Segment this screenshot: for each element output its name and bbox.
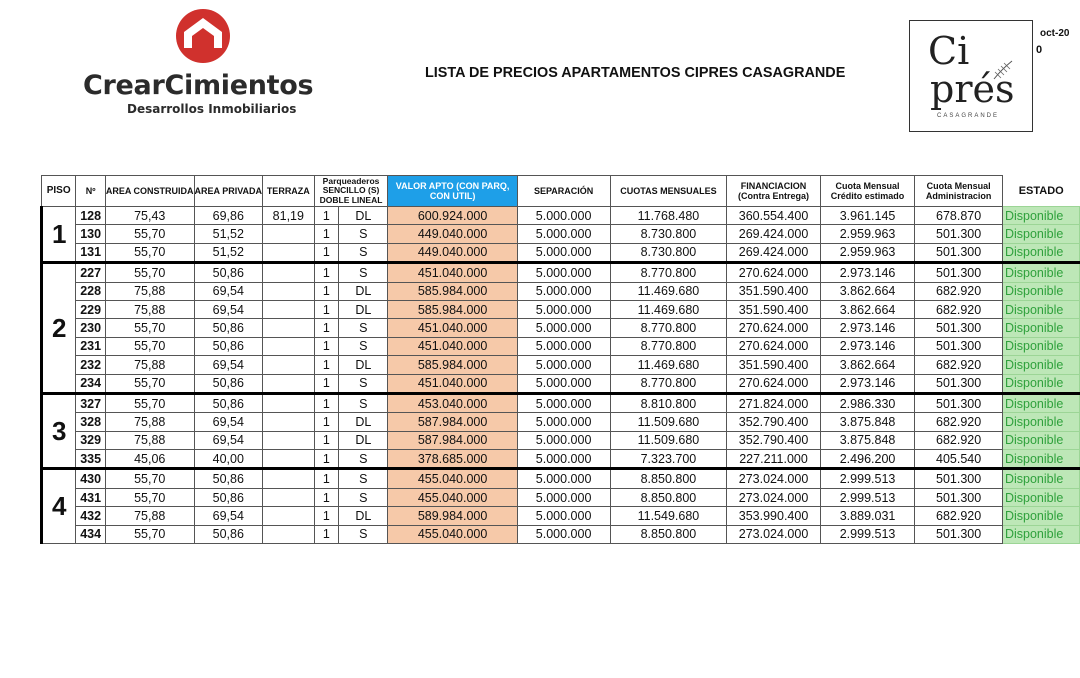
area-privada: 69,54 (194, 282, 263, 300)
parking-count: 1 (314, 431, 339, 449)
financiacion: 352.790.400 (727, 431, 821, 449)
col-header-valor: VALOR APTO (CON PARQ, CON UTIL) (388, 176, 517, 207)
table-row (42, 431, 1080, 449)
separacion: 5.000.000 (517, 300, 610, 318)
area-privada: 50,86 (194, 337, 263, 355)
status-badge: Disponible (1002, 225, 1079, 243)
status-badge: Disponible (1002, 413, 1079, 431)
unit-number: 130 (76, 225, 106, 243)
cuota-credito: 2.999.513 (820, 488, 915, 506)
status-badge: Disponible (1002, 356, 1079, 374)
area-construida: 75,88 (105, 300, 194, 318)
status-badge: Disponible (1002, 488, 1079, 506)
financiacion: 269.424.000 (727, 225, 821, 243)
financiacion: 273.024.000 (727, 469, 821, 488)
status-badge: Disponible (1002, 300, 1079, 318)
parking-type: DL (339, 356, 388, 374)
table-row (42, 450, 1080, 469)
parking-count: 1 (314, 469, 339, 488)
cuotas-mensuales: 8.730.800 (610, 225, 727, 243)
cuota-admin: 501.300 (915, 469, 1003, 488)
col-header-estado: ESTADO (1018, 184, 1064, 197)
table-row (42, 337, 1080, 355)
parking-type: S (339, 488, 388, 506)
parking-type: DL (339, 507, 388, 525)
financiacion: 270.624.000 (727, 374, 821, 393)
cuotas-mensuales: 8.850.800 (610, 488, 727, 506)
parking-count: 1 (314, 374, 339, 393)
cuotas-mensuales: 11.469.680 (610, 356, 727, 374)
valor-apto: 449.040.000 (388, 243, 517, 262)
terraza (263, 413, 315, 431)
parking-type: DL (339, 300, 388, 318)
terraza (263, 450, 315, 469)
col-header-num: Nº (76, 176, 106, 207)
parking-count: 1 (314, 300, 339, 318)
col-header-cuota-admin: Cuota Mensual Administracion (915, 176, 1003, 207)
col-header-cuota-credito: Cuota Mensual Crédito estimado (820, 176, 915, 207)
separacion: 5.000.000 (517, 356, 610, 374)
area-construida: 75,88 (105, 282, 194, 300)
date-tail: 0 (1036, 44, 1043, 56)
area-construida: 55,70 (105, 319, 194, 337)
area-construida: 75,88 (105, 431, 194, 449)
unit-number: 131 (76, 243, 106, 262)
unit-number: 234 (76, 374, 106, 393)
crearcimientos-logo-icon (170, 6, 236, 64)
separacion: 5.000.000 (517, 374, 610, 393)
terraza (263, 469, 315, 488)
status-badge: Disponible (1002, 337, 1079, 355)
area-privada: 50,86 (194, 393, 263, 412)
status-badge: Disponible (1002, 263, 1079, 282)
unit-number: 232 (76, 356, 106, 374)
status-badge: Disponible (1002, 374, 1079, 393)
area-privada: 50,86 (194, 374, 263, 393)
cuotas-mensuales: 8.770.800 (610, 319, 727, 337)
col-header-parqueaderos: Parqueaderos SENCILLO (S) DOBLE LINEAL (314, 176, 388, 207)
parking-count: 1 (314, 488, 339, 506)
parking-type: DL (339, 413, 388, 431)
table-row (42, 525, 1080, 543)
table-row (42, 488, 1080, 506)
cuotas-mensuales: 11.509.680 (610, 413, 727, 431)
terraza (263, 525, 315, 543)
logo-name: CrearCimientos (83, 70, 314, 101)
status-badge: Disponible (1002, 207, 1079, 225)
col-header-separacion: SEPARACIÓN (517, 176, 610, 207)
table-row (42, 319, 1080, 337)
separacion: 5.000.000 (517, 225, 610, 243)
cuota-credito: 3.875.848 (820, 431, 915, 449)
parking-type: S (339, 263, 388, 282)
parking-type: S (339, 469, 388, 488)
valor-apto: 453.040.000 (388, 393, 517, 412)
area-construida: 55,70 (105, 225, 194, 243)
area-construida: 55,70 (105, 374, 194, 393)
table-row (42, 225, 1080, 243)
table-row (42, 413, 1080, 431)
area-construida: 55,70 (105, 469, 194, 488)
parking-type: S (339, 243, 388, 262)
area-construida: 55,70 (105, 243, 194, 262)
financiacion: 352.790.400 (727, 413, 821, 431)
cuota-admin: 682.920 (915, 282, 1003, 300)
unit-number: 327 (76, 393, 106, 412)
cuotas-mensuales: 11.509.680 (610, 431, 727, 449)
valor-apto: 587.984.000 (388, 413, 517, 431)
valor-apto: 451.040.000 (388, 337, 517, 355)
floor-number: 1 (42, 207, 76, 263)
financiacion: 273.024.000 (727, 525, 821, 543)
area-privada: 69,54 (194, 413, 263, 431)
date-label: oct-20 (1040, 28, 1070, 39)
area-privada: 69,54 (194, 300, 263, 318)
unit-number: 329 (76, 431, 106, 449)
col-header-area-construida: AREA CONSTRUIDA (105, 176, 194, 207)
valor-apto: 451.040.000 (388, 263, 517, 282)
area-construida: 75,88 (105, 507, 194, 525)
area-construida: 55,70 (105, 337, 194, 355)
parking-count: 1 (314, 356, 339, 374)
area-privada: 69,54 (194, 431, 263, 449)
separacion: 5.000.000 (517, 282, 610, 300)
separacion: 5.000.000 (517, 488, 610, 506)
area-privada: 40,00 (194, 450, 263, 469)
separacion: 5.000.000 (517, 243, 610, 262)
cuota-credito: 3.889.031 (820, 507, 915, 525)
table-row (42, 207, 1080, 225)
cuotas-mensuales: 8.770.800 (610, 263, 727, 282)
unit-number: 432 (76, 507, 106, 525)
cuota-admin: 678.870 (915, 207, 1003, 225)
financiacion: 360.554.400 (727, 207, 821, 225)
area-construida: 75,88 (105, 356, 194, 374)
cuota-admin: 501.300 (915, 488, 1003, 506)
financiacion: 351.590.400 (727, 300, 821, 318)
area-privada: 50,86 (194, 319, 263, 337)
status-badge: Disponible (1002, 393, 1079, 412)
area-privada: 69,54 (194, 507, 263, 525)
cuotas-mensuales: 11.549.680 (610, 507, 727, 525)
area-privada: 50,86 (194, 488, 263, 506)
cuota-credito: 2.973.146 (820, 337, 915, 355)
cuota-admin: 501.300 (915, 393, 1003, 412)
valor-apto: 451.040.000 (388, 319, 517, 337)
separacion: 5.000.000 (517, 507, 610, 525)
cuota-admin: 405.540 (915, 450, 1003, 469)
cuotas-mensuales: 7.323.700 (610, 450, 727, 469)
terraza (263, 263, 315, 282)
terraza (263, 393, 315, 412)
unit-number: 228 (76, 282, 106, 300)
cuotas-mensuales: 8.770.800 (610, 374, 727, 393)
table-row (42, 393, 1080, 412)
cuotas-mensuales: 8.730.800 (610, 243, 727, 262)
parking-type: S (339, 319, 388, 337)
financiacion: 271.824.000 (727, 393, 821, 412)
table-row (42, 374, 1080, 393)
cuotas-mensuales: 8.850.800 (610, 525, 727, 543)
area-construida: 75,43 (105, 207, 194, 225)
cuota-credito: 2.986.330 (820, 393, 915, 412)
valor-apto: 455.040.000 (388, 469, 517, 488)
financiacion: 273.024.000 (727, 488, 821, 506)
parking-count: 1 (314, 263, 339, 282)
table-header-row (42, 176, 1080, 207)
cuotas-mensuales: 11.469.680 (610, 282, 727, 300)
table-row (42, 356, 1080, 374)
page-title: LISTA DE PRECIOS APARTAMENTOS CIPRES CASAGRANDE (425, 64, 846, 81)
separacion: 5.000.000 (517, 207, 610, 225)
cuota-credito: 3.875.848 (820, 413, 915, 431)
valor-apto: 455.040.000 (388, 488, 517, 506)
cuota-admin: 682.920 (915, 431, 1003, 449)
unit-number: 335 (76, 450, 106, 469)
financiacion: 351.590.400 (727, 282, 821, 300)
cuota-credito: 3.862.664 (820, 282, 915, 300)
unit-number: 430 (76, 469, 106, 488)
col-header-cuotas: CUOTAS MENSUALES (610, 176, 727, 207)
cuota-credito: 3.862.664 (820, 356, 915, 374)
financiacion: 269.424.000 (727, 243, 821, 262)
col-header-area-privada: AREA PRIVADA (194, 176, 263, 207)
unit-number: 229 (76, 300, 106, 318)
cuota-admin: 501.300 (915, 263, 1003, 282)
status-badge: Disponible (1002, 319, 1079, 337)
parking-type: DL (339, 207, 388, 225)
valor-apto: 455.040.000 (388, 525, 517, 543)
parking-count: 1 (314, 337, 339, 355)
unit-number: 328 (76, 413, 106, 431)
area-privada: 50,86 (194, 469, 263, 488)
cuota-credito: 2.999.513 (820, 525, 915, 543)
parking-count: 1 (314, 225, 339, 243)
terraza (263, 374, 315, 393)
status-badge: Disponible (1002, 431, 1079, 449)
parking-type: S (339, 225, 388, 243)
valor-apto: 600.924.000 (388, 207, 517, 225)
area-privada: 51,52 (194, 225, 263, 243)
status-badge: Disponible (1002, 507, 1079, 525)
area-privada: 51,52 (194, 243, 263, 262)
financiacion: 270.624.000 (727, 263, 821, 282)
cuotas-mensuales: 11.768.480 (610, 207, 727, 225)
financiacion: 227.211.000 (727, 450, 821, 469)
cuota-admin: 501.300 (915, 374, 1003, 393)
parking-count: 1 (314, 282, 339, 300)
status-badge: Disponible (1002, 450, 1079, 469)
cuota-credito: 2.973.146 (820, 263, 915, 282)
terraza: 81,19 (263, 207, 315, 225)
logo-subtitle: Desarrollos Inmobiliarios (127, 102, 297, 116)
parking-count: 1 (314, 319, 339, 337)
separacion: 5.000.000 (517, 450, 610, 469)
cuota-credito: 3.862.664 (820, 300, 915, 318)
terraza (263, 300, 315, 318)
area-privada: 50,86 (194, 525, 263, 543)
parking-type: DL (339, 431, 388, 449)
valor-apto: 451.040.000 (388, 374, 517, 393)
col-header-piso: PISO (42, 176, 76, 207)
cuotas-mensuales: 8.810.800 (610, 393, 727, 412)
area-construida: 55,70 (105, 263, 194, 282)
cuota-admin: 682.920 (915, 356, 1003, 374)
parking-count: 1 (314, 413, 339, 431)
floor-number: 4 (42, 469, 76, 544)
table-row (42, 282, 1080, 300)
status-badge: Disponible (1002, 525, 1079, 543)
parking-type: S (339, 525, 388, 543)
parking-count: 1 (314, 525, 339, 543)
cuota-credito: 3.961.145 (820, 207, 915, 225)
parking-type: S (339, 374, 388, 393)
separacion: 5.000.000 (517, 337, 610, 355)
valor-apto: 585.984.000 (388, 282, 517, 300)
table-row (42, 263, 1080, 282)
valor-apto: 378.685.000 (388, 450, 517, 469)
separacion: 5.000.000 (517, 431, 610, 449)
cuotas-mensuales: 11.469.680 (610, 300, 727, 318)
separacion: 5.000.000 (517, 263, 610, 282)
area-privada: 69,54 (194, 356, 263, 374)
col-header-financiacion: FINANCIACION (Contra Entrega) (727, 176, 821, 207)
floor-number: 2 (42, 263, 76, 394)
parking-type: DL (339, 282, 388, 300)
unit-number: 434 (76, 525, 106, 543)
separacion: 5.000.000 (517, 393, 610, 412)
cuota-credito: 2.973.146 (820, 319, 915, 337)
area-construida: 45,06 (105, 450, 194, 469)
cuota-admin: 682.920 (915, 507, 1003, 525)
terraza (263, 507, 315, 525)
unit-number: 431 (76, 488, 106, 506)
unit-number: 128 (76, 207, 106, 225)
area-privada: 69,86 (194, 207, 263, 225)
parking-count: 1 (314, 207, 339, 225)
cipres-logo-sub: CASAGRANDE (937, 113, 1000, 119)
area-construida: 55,70 (105, 525, 194, 543)
cuota-credito: 2.999.513 (820, 469, 915, 488)
cuota-admin: 501.300 (915, 337, 1003, 355)
terraza (263, 282, 315, 300)
unit-number: 227 (76, 263, 106, 282)
parking-count: 1 (314, 507, 339, 525)
separacion: 5.000.000 (517, 319, 610, 337)
terraza (263, 319, 315, 337)
unit-number: 231 (76, 337, 106, 355)
col-header-terraza: TERRAZA (263, 176, 315, 207)
cuota-credito: 2.973.146 (820, 374, 915, 393)
cuota-admin: 501.300 (915, 319, 1003, 337)
cuotas-mensuales: 8.850.800 (610, 469, 727, 488)
status-badge: Disponible (1002, 282, 1079, 300)
cuota-credito: 2.959.963 (820, 243, 915, 262)
parking-count: 1 (314, 243, 339, 262)
cipres-logo (909, 20, 1033, 132)
terraza (263, 431, 315, 449)
price-table (40, 175, 1080, 544)
financiacion: 270.624.000 (727, 337, 821, 355)
cuota-admin: 682.920 (915, 300, 1003, 318)
table-row (42, 243, 1080, 262)
financiacion: 353.990.400 (727, 507, 821, 525)
terraza (263, 356, 315, 374)
table-row (42, 300, 1080, 318)
area-construida: 55,70 (105, 488, 194, 506)
cuota-credito: 2.496.200 (820, 450, 915, 469)
status-badge: Disponible (1002, 469, 1079, 488)
cuota-admin: 501.300 (915, 525, 1003, 543)
separacion: 5.000.000 (517, 413, 610, 431)
valor-apto: 449.040.000 (388, 225, 517, 243)
parking-type: S (339, 337, 388, 355)
area-privada: 50,86 (194, 263, 263, 282)
area-construida: 75,88 (105, 413, 194, 431)
cuota-credito: 2.959.963 (820, 225, 915, 243)
financiacion: 351.590.400 (727, 356, 821, 374)
cipres-logo-bottom: prés (930, 67, 1015, 111)
status-badge: Disponible (1002, 243, 1079, 262)
terraza (263, 488, 315, 506)
floor-number: 3 (42, 393, 76, 469)
parking-count: 1 (314, 393, 339, 412)
parking-count: 1 (314, 450, 339, 469)
terraza (263, 225, 315, 243)
valor-apto: 585.984.000 (388, 300, 517, 318)
financiacion: 270.624.000 (727, 319, 821, 337)
unit-number: 230 (76, 319, 106, 337)
cuota-admin: 501.300 (915, 225, 1003, 243)
area-construida: 55,70 (105, 393, 194, 412)
separacion: 5.000.000 (517, 525, 610, 543)
table-row (42, 507, 1080, 525)
parking-type: S (339, 450, 388, 469)
table-row (42, 469, 1080, 488)
terraza (263, 243, 315, 262)
separacion: 5.000.000 (517, 469, 610, 488)
terraza (263, 337, 315, 355)
valor-apto: 589.984.000 (388, 507, 517, 525)
cuota-admin: 501.300 (915, 243, 1003, 262)
valor-apto: 585.984.000 (388, 356, 517, 374)
cuota-admin: 682.920 (915, 413, 1003, 431)
cuotas-mensuales: 8.770.800 (610, 337, 727, 355)
cipres-logo-top: Ci (928, 29, 970, 73)
parking-type: S (339, 393, 388, 412)
valor-apto: 587.984.000 (388, 431, 517, 449)
